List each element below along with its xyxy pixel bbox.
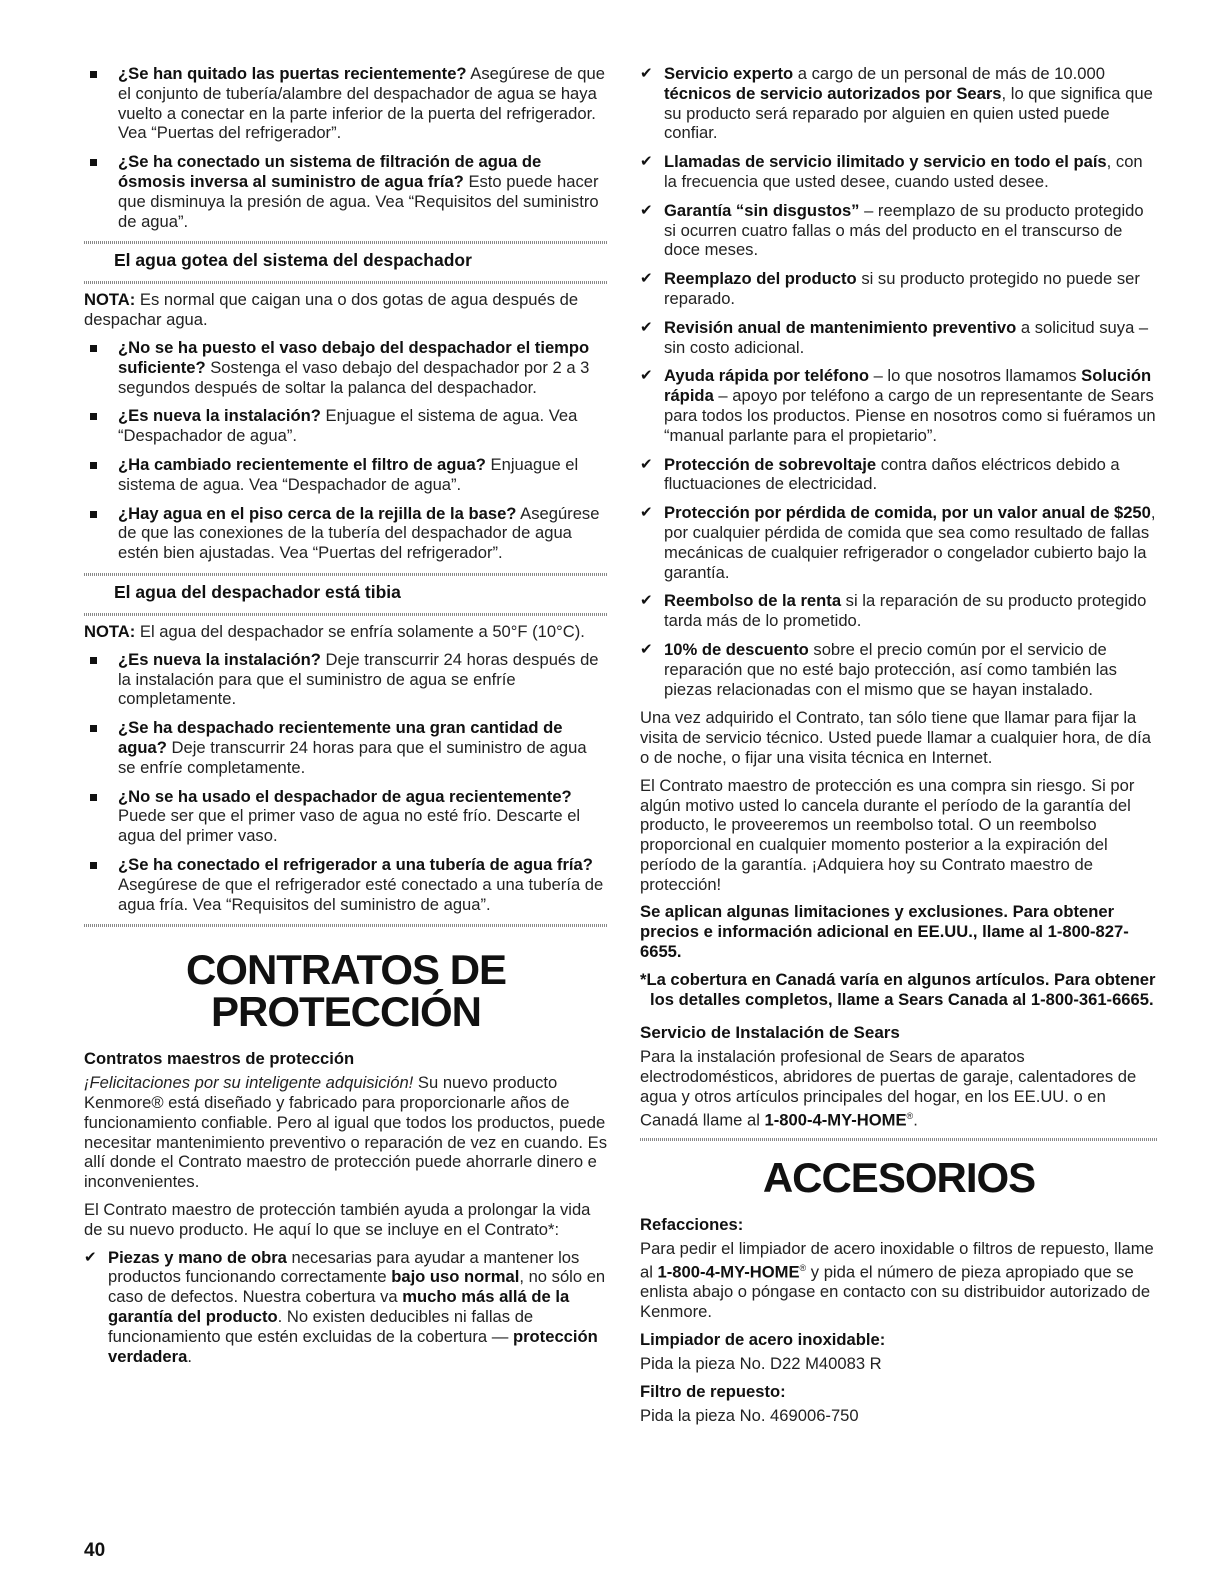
list-item: ¿No se ha usado el despachador de agua recientemente? Puede ser que el primer vaso de agua no esté frío. Descarte el agua del primer vaso.: [84, 787, 608, 846]
right-column: [640, 64, 1158, 1434]
check-item: ✔ Servicio experto a cargo de un personal de más de 10.000 técnicos de servicio autorizados por Sears, lo que significa que su producto será reparado por alguien en quien usted puede confiar.: [640, 64, 1158, 143]
dispenser-checklist-3: [84, 650, 608, 915]
note: NOTA: El agua del despachador se enfría solamente a 50°F (10°C).: [84, 621, 585, 641]
limitations-note: Se aplican algunas limitaciones y exclusiones. Para obtener precios e información adicional en EE.UU., llame al 1-800-827-6655.: [640, 902, 1129, 962]
installation-paragraph: Para la instalación profesional de Sears de aparatos electrodomésticos, abridores de puertas de garaje, calentadores de agua y otros artículos principales del hogar, en los EE.UU. o en Canadá llame al 1-800-4-MY-HOME®.: [640, 1047, 1137, 1130]
cleaner-heading: Limpiador de acero inoxidable:: [640, 1329, 886, 1349]
filter-part-number: Pida la pieza No. 469006-750: [640, 1405, 859, 1425]
list-item: ¿Se ha conectado el refrigerador a una tubería de agua fría? Asegúrese de que el refrigerador esté conectado a una tubería de agua fría. Vea “Requisitos del suministro de agua”.: [84, 855, 608, 914]
dispenser-checklist-2: [84, 338, 608, 563]
check-item: ✔ Ayuda rápida por teléfono – lo que nosotros llamamos Solución rápida – apoyo por teléfono a cargo de un representante de Sears para todos los productos. Piense en nosotros como si fuéramos un “manual parlante para el propietario”.: [640, 366, 1158, 445]
section-heading-warm-water: El agua del despachador está tibia: [114, 581, 401, 602]
dotted-divider: [84, 241, 608, 244]
check-item: ✔ 10% de descuento sobre el precio común por el servicio de reparación que no esté bajo protección, así como también las piezas relacionadas con el mismo que se hayan instalado.: [640, 640, 1158, 699]
parts-heading: Refacciones:: [640, 1215, 744, 1235]
check-item: ✔ Reembolso de la renta si la reparación de su producto protegido tarda más de lo prometido.: [640, 591, 1158, 631]
accessories-title: ACCESORIOS: [762, 1154, 1036, 1202]
list-item: ¿Se ha conectado un sistema de filtración de agua de ósmosis inversa al suministro de agua fría? Esto puede hacer que disminuya la presión de agua. Vea “Requisitos del suministro de agua”.: [84, 152, 608, 231]
parts-paragraph: Para pedir el limpiador de acero inoxidable o filtros de repuesto, llame al 1-800-4-MY-HOME® y pida el número de pieza apropiado que se enlista abajo o póngase en contacto con su distribuidor autorizado de Kenmore.: [640, 1239, 1154, 1322]
check-item: ✔ Protección de sobrevoltaje contra daños eléctricos debido a fluctuaciones de electricidad.: [640, 455, 1158, 495]
section-heading-drips: El agua gotea del sistema del despachador: [114, 250, 472, 271]
dotted-divider: [84, 573, 608, 576]
dotted-divider: [84, 281, 608, 284]
contracts-subtitle: Contratos maestros de protección: [84, 1049, 355, 1069]
list-item: ¿Se ha despachado recientemente una gran cantidad de agua? Deje transcurrir 24 horas para que el suministro de agua se enfríe completamente.: [84, 718, 608, 777]
canada-note: *La cobertura en Canadá varía en algunos artículos. Para obtener los detalles completos, llame a Sears Canada al 1-800-361-6665.: [640, 969, 1156, 1009]
contracts-title: CONTRATOS DE PROTECCIÓN: [185, 946, 507, 1036]
risk-free-paragraph: El Contrato maestro de protección es una compra sin riesgo. Si por algún motivo usted lo cancela durante el período de la garantía del producto, le proveeremos un reembolso total. O un reembolso proporcional en cualquier momento posterior a la expiración del período de la garantía. ¡Adquiera hoy su Contrato maestro de protección!: [640, 775, 1135, 894]
contract-benefits-list: [84, 1248, 608, 1367]
list-item: ¿Ha cambiado recientemente el filtro de agua? Enjuague el sistema de agua. Vea “Despachador de agua”.: [84, 455, 608, 495]
note: NOTA: Es normal que caigan una o dos gotas de agua después de despachar agua.: [84, 290, 579, 330]
filter-heading: Filtro de repuesto:: [640, 1381, 786, 1401]
list-item: ¿Es nueva la instalación? Enjuague el sistema de agua. Vea “Despachador de agua”.: [84, 406, 608, 446]
left-column: [84, 64, 608, 1375]
contracts-paragraph: El Contrato maestro de protección también ayuda a prolongar la vida de su nuevo producto. He aquí lo que se incluye en el Contrato*:: [84, 1200, 591, 1239]
dotted-divider: [84, 613, 608, 616]
installation-heading: Servicio de Instalación de Sears: [640, 1023, 900, 1043]
dotted-divider: [84, 924, 608, 927]
check-item: ✔ Reemplazo del producto si su producto protegido no puede ser reparado.: [640, 269, 1158, 309]
dispenser-checklist-1: [84, 64, 608, 231]
check-item: ✔ Protección por pérdida de comida, por un valor anual de $250, por cualquier pérdida de comida que sea como resultado de fallas mecánicas de cualquier refrigerador o congelador cubierto bajo la garantía.: [640, 503, 1158, 582]
contracts-intro: ¡Felicitaciones por su inteligente adquisición! Su nuevo producto Kenmore® está diseñado y fabricado para proporcionarle años de funcionamiento confiable. Pero al igual que todos los productos, puede necesitar mantenimiento preventivo o reparación de vez en cuando. Es allí donde el Contrato maestro de protección puede ahorrarle dinero e inconvenientes.: [84, 1073, 608, 1192]
check-item: ✔ Llamadas de servicio ilimitado y servicio en todo el país, con la frecuencia que usted desee, cuando usted desee.: [640, 152, 1158, 192]
check-item: ✔ Garantía “sin disgustos” – reemplazo de su producto protegido si ocurren cuatro fallas o más del producto en el transcurso de doce meses.: [640, 201, 1158, 260]
list-item: ¿No se ha puesto el vaso debajo del despachador el tiempo suficiente? Sostenga el vaso debajo del despachador por 2 a 3 segundos después de soltar la palanca del despachador.: [84, 338, 608, 397]
list-item: ¿Es nueva la instalación? Deje transcurrir 24 horas después de la instalación para que el suministro de agua se enfríe completamente.: [84, 650, 608, 709]
dotted-divider: [640, 1138, 1158, 1141]
list-item: ¿Se han quitado las puertas recientemente? Asegúrese de que el conjunto de tubería/alambre del despachador de agua se haya vuelto a conectar en la parte inferior de la puerta del refrigerador. Vea “Puertas del refrigerador”.: [84, 64, 608, 143]
check-item: ✔ Piezas y mano de obra necesarias para ayudar a mantener los productos funcionando correctamente bajo uso normal, no sólo en caso de defectos. Nuestra cobertura va mucho más allá de la garantía del producto. No existen deducibles ni fallas de funcionamiento que estén excluidas de la cobertura — protección verdadera.: [84, 1248, 608, 1367]
contract-paragraph: Una vez adquirido el Contrato, tan sólo tiene que llamar para fijar la visita de servicio técnico. Usted puede llamar a cualquier hora, de día o de noche, o fijar una visita técnica en Internet.: [640, 708, 1151, 767]
check-item: ✔ Revisión anual de mantenimiento preventivo a solicitud suya – sin costo adicional.: [640, 318, 1158, 358]
list-item: ¿Hay agua en el piso cerca de la rejilla de la base? Asegúrese de que las conexiones de la tubería del despachador de agua estén bien ajustadas. Vea “Puertas del refrigerador”.: [84, 504, 608, 563]
cleaner-part-number: Pida la pieza No. D22 M40083 R: [640, 1353, 882, 1373]
contract-benefits-list: [640, 64, 1158, 699]
page-number: 40: [84, 1540, 106, 1561]
